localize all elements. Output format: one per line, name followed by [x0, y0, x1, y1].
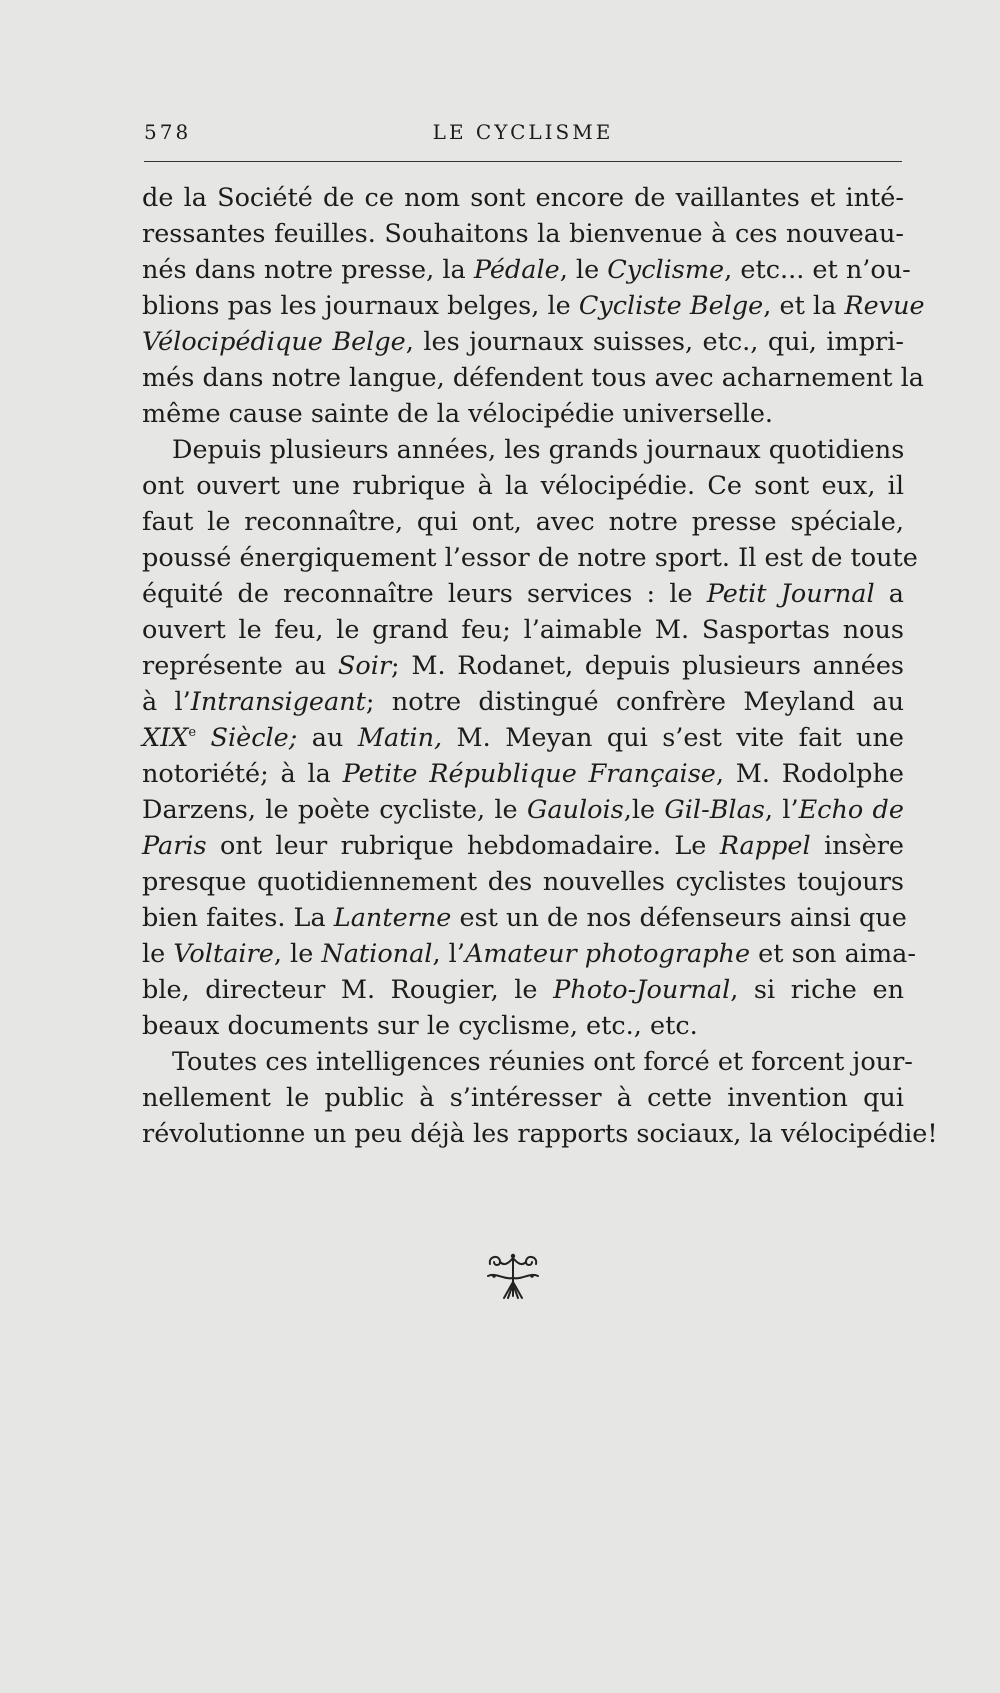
text-span: ressantes feuilles. Souhaitons la bienvenue à ces nouveau-: [142, 219, 904, 249]
text-line: [142, 180, 904, 216]
text-span: , les journaux suisses, etc., qui, impri-: [405, 327, 904, 357]
text-span: més dans notre langue, défendent tous avec acharnement la: [142, 363, 924, 393]
text-span: révolutionne un peu déjà les rapports sociaux, la vélocipédie!: [142, 1119, 938, 1149]
text-span: blions pas les journaux belges, le: [142, 291, 579, 321]
text-span: , le: [273, 939, 322, 969]
italic-title: Soir: [337, 651, 392, 681]
text-span: , et la: [763, 291, 845, 321]
text-line: [142, 216, 904, 252]
text-line: [142, 684, 904, 720]
italic-title: Paris: [142, 831, 207, 861]
text-line: [142, 504, 904, 540]
text-line: [142, 432, 904, 468]
text-span: poussé énergiquement l’essor de notre sport. Il est de toute: [142, 543, 918, 573]
text-span: bien faites. La: [142, 903, 334, 933]
text-line: [142, 936, 916, 972]
text-span: représente au: [142, 651, 338, 681]
text-span: , le: [559, 255, 608, 285]
text-span: beaux documents sur le cyclisme, etc., etc.: [142, 1011, 698, 1041]
text-span: ; M. Rodanet, depuis plusieurs années: [391, 651, 904, 681]
italic-title: Vélocipédique Belge: [142, 327, 406, 357]
text-span: ont leur rubrique hebdomadaire. Le: [206, 831, 720, 861]
text-span: , etc... et n’ou-: [724, 255, 911, 285]
italic-title: Matin,: [357, 723, 443, 753]
text-line: [142, 396, 904, 432]
page-number: 578: [144, 120, 192, 144]
text-span: , l’: [432, 939, 465, 969]
text-line: [142, 972, 904, 1008]
text-line: [142, 324, 904, 360]
text-span: presque quotidiennement des nouvelles cyclistes toujours: [142, 867, 904, 897]
italic-title: Intransigeant: [190, 687, 366, 717]
italic-title: Petite République Française: [342, 759, 716, 789]
text-span: , M. Rodolphe: [715, 759, 905, 789]
text-span: nellement le public à s’intéresser à cette invention qui: [142, 1083, 904, 1113]
header-rule: [144, 161, 902, 162]
text-span: ,le: [623, 795, 665, 825]
text-line: [142, 1080, 904, 1116]
text-line: [142, 756, 904, 792]
text-span: équité de reconnaître leurs services : le: [142, 579, 707, 609]
text-span: à l’: [142, 687, 191, 717]
text-span: est un de nos défenseurs ainsi que: [451, 903, 907, 933]
text-line: [142, 540, 918, 576]
text-span: de la Société de ce nom sont encore de vaillantes et inté-: [142, 183, 904, 213]
text-span: Darzens, le poète cycliste, le: [142, 795, 527, 825]
text-span: et son aima-: [750, 939, 916, 969]
italic-title: Lanterne: [333, 903, 452, 933]
text-span: ; notre distingué confrère Meyland au: [365, 687, 905, 717]
text-span: au: [297, 723, 358, 753]
text-span: M. Meyan qui s’est vite fait une: [442, 723, 904, 753]
italic-title: Photo-Journal: [553, 975, 731, 1005]
italic-title: Cycliste Belge: [578, 291, 764, 321]
text-line: [142, 792, 904, 828]
text-line: [142, 1044, 913, 1080]
italic-title: XIX: [142, 723, 189, 753]
italic-title: Rappel: [719, 831, 811, 861]
running-title: LE CYCLISME: [432, 120, 614, 144]
body-text: [142, 180, 938, 1152]
text-span: , l’: [764, 795, 799, 825]
italic-title: Amateur photographe: [464, 939, 751, 969]
text-line: [142, 252, 911, 288]
italic-title: Pédale: [473, 255, 560, 285]
text-span: a: [874, 579, 904, 609]
text-line: [142, 648, 904, 684]
text-line: [142, 720, 904, 756]
text-span: nés dans notre presse, la: [142, 255, 474, 285]
text-line: [142, 900, 907, 936]
text-span: insère: [810, 831, 904, 861]
text-span: ble, directeur M. Rougier, le: [142, 975, 554, 1005]
text-span: Depuis plusieurs années, les grands journaux quotidiens: [172, 435, 905, 465]
italic-title: Revue: [844, 291, 925, 321]
text-line: [142, 288, 925, 324]
superscript: e: [188, 725, 197, 740]
italic-title: Gaulois: [526, 795, 624, 825]
text-span: même cause sainte de la vélocipédie universelle.: [142, 399, 774, 429]
text-line: [142, 576, 904, 612]
text-line: [142, 828, 904, 864]
fleuron-ornament-icon: [484, 1252, 542, 1302]
text-line: [142, 468, 904, 504]
text-span: ont ouvert une rubrique à la vélocipédie. Ce sont eux, il: [142, 471, 904, 501]
text-span: notoriété; à la: [142, 759, 343, 789]
text-line: [142, 1008, 904, 1044]
text-line: [142, 864, 904, 900]
italic-title: Siècle;: [196, 723, 298, 753]
text-span: le: [142, 939, 174, 969]
text-line: [142, 612, 904, 648]
italic-title: Echo de: [798, 795, 904, 825]
text-span: , si riche en: [730, 975, 904, 1005]
text-span: ouvert le feu, le grand feu; l’aimable M. Sasportas nous: [142, 615, 904, 645]
italic-title: Gil-Blas: [664, 795, 765, 825]
text-line: [142, 1116, 938, 1152]
italic-title: Cyclisme: [607, 255, 725, 285]
italic-title: Voltaire: [173, 939, 274, 969]
text-line: [142, 360, 924, 396]
text-span: faut le reconnaître, qui ont, avec notre presse spéciale,: [142, 507, 904, 537]
italic-title: Petit Journal: [706, 579, 875, 609]
italic-title: National: [321, 939, 433, 969]
page-header: [144, 120, 902, 148]
text-span: Toutes ces intelligences réunies ont forcé et forcent jour-: [172, 1047, 913, 1077]
